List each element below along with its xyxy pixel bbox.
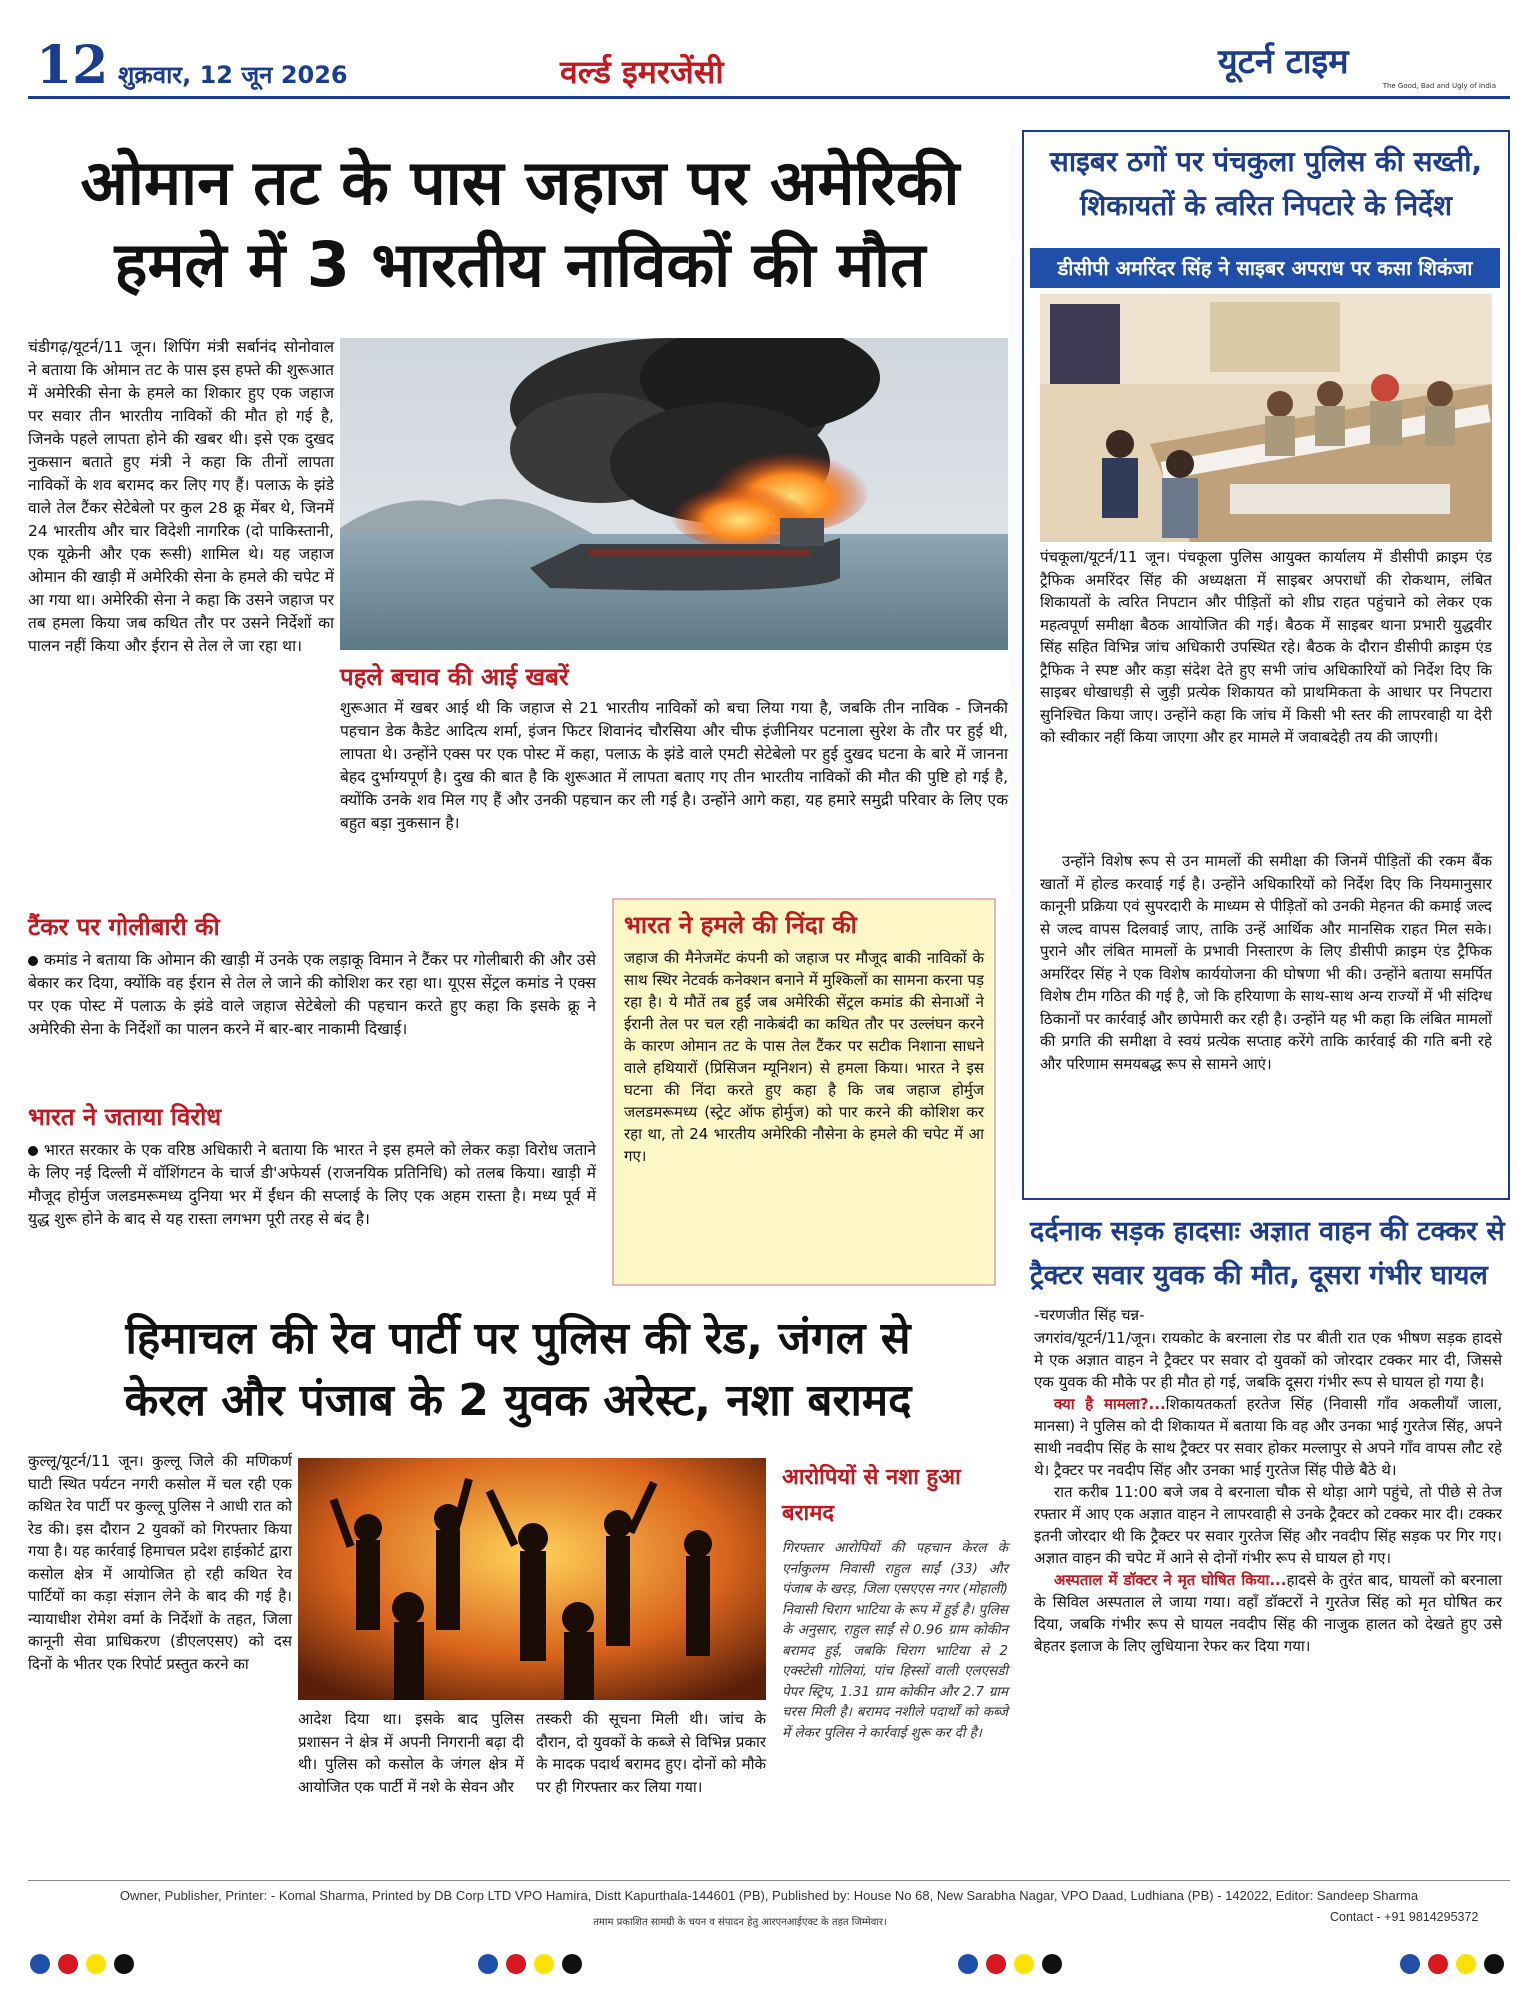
- bullet-icon: [28, 956, 38, 966]
- story1-sub3: [28, 1100, 596, 1231]
- story1-headline: [40, 142, 1000, 306]
- brand-name: यूटर्न टाइम: [1218, 42, 1349, 82]
- reg-dot-blue: [478, 1954, 498, 1974]
- story1-sub2-para: [28, 949, 596, 1041]
- story1-sub3-title: भारत ने जताया विरोध: [28, 1103, 222, 1131]
- reg-dot-yellow: [534, 1954, 554, 1974]
- story1-headline-line1: ओमान तट के पास जहाज पर अमेरिकी: [80, 146, 960, 219]
- reg-dot-blue: [1400, 1954, 1420, 1974]
- story3-para2: [1034, 1393, 1502, 1481]
- rave-party-photo: [298, 1458, 766, 1700]
- reg-dot-black: [1484, 1954, 1504, 1974]
- brand-tagline: The Good, Bad and Ugly of India: [1382, 82, 1496, 90]
- reg-dot-red: [1428, 1954, 1448, 1974]
- story3-kicker2: अस्पताल में डॉक्टर ने मृत घोषित किया...: [1054, 1571, 1287, 1589]
- police-meeting-photo: [1040, 294, 1492, 542]
- footer-imprint: Owner, Publisher, Printer: - Komal Sharma, Printed by DB Corp LTD VPO Hamira, Distt Kapurthala-144601 (PB), Published by: House No 68, New Sarabha Nagar, VPO Daad, Ludhiana (PB) - 142022, Editor: Sandeep Sharma: [119, 1888, 1419, 1903]
- story4-headline: [28, 1308, 1008, 1432]
- story2-headline-line1: साइबर ठगों पर पंचकुला पुलिस की सख्ती,: [1049, 145, 1483, 178]
- registration-marks-center: [478, 1954, 608, 1976]
- story2-strap: डीसीपी अमरिंदर सिंह ने साइबर अपराध पर कसा शिकंजा: [1030, 248, 1500, 288]
- story3-kicker1: क्या है मामला?...: [1054, 1395, 1166, 1413]
- story3-headline-line2: ट्रैक्टर सवार युवक की मौत, दूसरा गंभीर घायल: [1030, 1260, 1488, 1291]
- registration-marks-left: [30, 1954, 160, 1976]
- footer-contact: Contact - +91 9814295372: [1330, 1910, 1479, 1924]
- reg-dot-red: [986, 1954, 1006, 1974]
- condemn-box-title: भारत ने हमले की निंदा की: [624, 911, 857, 939]
- story3-para4-text: हादसे के तुरंत बाद, घायलों को बरनाला के सिविल अस्पताल ले जाया गया। वहाँ डॉक्टरों ने गुरतेज सिंह को मृत घोषित कर दिया, जबकि गंभीर रूप से घायल नवदीप सिंह की नाजुक हालत को देखते हुए उसे बेहतर इलाज के लिए लुधियाना रेफर कर दिया गया।: [1034, 1571, 1502, 1655]
- footer-rule: [28, 1880, 1510, 1881]
- page-number: 12: [36, 35, 109, 96]
- story3-body: [1034, 1304, 1502, 1657]
- header-rule: [28, 96, 1510, 99]
- reg-dot-yellow: [1014, 1954, 1034, 1974]
- registration-marks-far-right: [1400, 1954, 1530, 1976]
- story3-headline-line1: दर्दनाक सड़क हादसाः अज्ञात वाहन की टक्कर से: [1030, 1216, 1505, 1247]
- condemn-box: [612, 898, 996, 1286]
- story1-sub2-title: टैंकर पर गोलीबारी की: [28, 913, 220, 941]
- issue-date: शुक्रवार, 12 जून 2026: [118, 61, 348, 89]
- story4-headline-line2: केरल और पंजाब के 2 युवक अरेस्ट, नशा बरामद: [124, 1375, 912, 1426]
- story3-byline: -चरणजीत सिंह चन्न-: [1034, 1306, 1145, 1324]
- story4-para1: कुल्लू/यूटर्न/11 जून। कुल्लू जिले की मणिकर्ण घाटी स्थित पर्यटन नगरी कसोल में चल रही एक कथित रेव पार्टी पर कुल्लू पुलिस ने आधी रात को रेड की। इस दौरान 2 युवकों को गिरफ्तार किया गया है। यह कार्रवाई हिमाचल प्रदेश हाईकोर्ट द्वारा कसोल क्षेत्र में आयोजित हो रही कथित रेव पार्टियों का कड़ा संज्ञान लेने के बाद की गई है। न्यायाधीश रोमेश वर्मा के निर्देशों के तहत, जिला कानूनी सेवा प्राधिकरण (डीएलएसए) को दस दिनों के भीतर एक रिपोर्ट प्रस्तुत करने का: [28, 1452, 292, 1673]
- story2-headline-line2: शिकायतों के त्वरित निपटारे के निर्देश: [1079, 189, 1453, 222]
- footer-disclaimer: तमाम प्रकाशित सामग्री के चयन व संपादन हेतु आरएनआईएक्ट के तहत जिम्मेवार।: [593, 1917, 887, 1928]
- story4-side-text: गिरफ्तार आरोपियों की पहचान केरल के एर्नाकुलम निवासी राहुल साईं (33) और पंजाब के खरड़, जिला एसएएस नगर (मोहाली) निवासी चिराग भाटिया के रूप में हुई है। पुलिस के अनुसार, राहुल साईं से 0.96 ग्राम कोकीन बरामद हुई, जबकि चिराग भाटिया से 2 एक्स्टेसी गोलियां, पांच हिस्सों वाली एलएसडी पेपर स्ट्रिप, 1.31 ग्राम कोकीन और 2.7 ग्राम चरस मिली है। बरामद नशीले पदार्थों को कब्जे में लेकर पुलिस ने कार्रवाई शुरू कर दी है।: [782, 1540, 1008, 1741]
- story1-sub3-para: [28, 1139, 596, 1231]
- story1-headline-line2: हमले में 3 भारतीय नाविकों की मौत: [114, 228, 926, 301]
- story1-sub3-text: भारत सरकार के एक वरिष्ठ अधिकारी ने बताया कि भारत ने इस हमले को लेकर कड़ा विरोध जताने के लिए नई दिल्ली में वॉशिंगटन के चार्ज डी'अफेयर्स (राजनयिक प्रतिनिधि) को तलब किया। खाड़ी में मौजूद होर्मुज जलडमरूमध्य दुनिया भर में ईंधन की सप्लाई के लिए एक अहम रास्ता है। मध्य पूर्व में युद्ध शुरू होने के बाद से यह रास्ता लगभग पूरी तरह से बंद है।: [28, 1141, 596, 1228]
- brand-logo: [1218, 42, 1510, 96]
- story4-side-title: [782, 1460, 1008, 1532]
- story3-para2-text: शिकायतकर्ता हरतेज सिंह (निवासी गाँव अकलीयाँ जाला, मानसा) ने पुलिस को दी शिकायत में बताया कि वह और उनका भाई गुरतेज सिंह, अपने साथी नवदीप सिंह के साथ ट्रैक्टर पर सवार होकर मल्लापुर से अपने गाँव वापस लौट रहे थे। ट्रैक्टर पर नवदीप सिंह और उनका भाई गुरतेज सिंह पीछे बैठे थे।: [1034, 1395, 1503, 1479]
- reg-dot-yellow: [1456, 1954, 1476, 1974]
- story3-para3: रात करीब 11:00 बजे जब वे बरनाला चौक से थोड़ा आगे पहुंचे, तो पीछे से तेज रफ्तार में आए एक अज्ञात वाहन ने लापरवाही से उनके ट्रैक्टर को टक्कर मार दी। टक्कर इतनी जोरदार थी कि ट्रैक्टर पर सवार गुरतेज सिंह और नवदीप सिंह सड़क पर गिर गए। अज्ञात वाहन की चपेट में आने से दोनों गंभीर रूप से घायल हो गए।: [1034, 1483, 1502, 1567]
- story4-para2: आदेश दिया था। इसके बाद पुलिस प्रशासन ने क्षेत्र में अपनी निगरानी बढ़ा दी थी। पुलिस को कसोल के जंगल क्षेत्र में आयोजित एक पार्टी में नशे के सेवन और: [298, 1710, 524, 1796]
- story1-intro: चंडीगढ़/यूटर्न/11 जून। शिपिंग मंत्री सर्बानंद सोनोवाल ने बताया कि ओमान तट के पास इस हफ्ते की शुरूआत में अमेरिकी सेना के हमले का शिकार हुए एक जहाज पर सवार तीन भारतीय नाविकों की मौत हो गई है, जिनके पहले लापता होने की खबर थी। इसे एक दुखद नुकसान बताते हुए मंत्री ने कहा कि तीनों लापता नाविकों के शव बरामद कर लिए गए हैं। पलाऊ के झंडे वाले तेल टैंकर सेटेबेलो पर कुल 28 क्रू मेंबर थे, जिनमें 24 भारतीय और चार विदेशी नागरिक (दो पाकिस्तानी, एक यूक्रेनी और एक रूसी) शामिल थे। यह जहाज ओमान की खाड़ी में अमेरिकी सेना के हमले की चपेट में आ गया था। अमेरिकी सेना ने कहा कि उसने जहाज पर तब हमला किया जब कथित तौर पर उसने निर्देशों का पालन नहीं किया और ईरान से तेल ले जा रहा था।: [28, 338, 334, 655]
- reg-dot-blue: [30, 1954, 50, 1974]
- reg-dot-yellow: [86, 1954, 106, 1974]
- bullet-icon: [28, 1146, 38, 1156]
- reg-dot-black: [562, 1954, 582, 1974]
- story1-sub2: [28, 910, 596, 1041]
- rave-party-illustration: [298, 1458, 766, 1700]
- section-title: वर्ल्ड इमरजेंसी: [560, 53, 724, 91]
- story4-side-title-line2: बरामद: [782, 1501, 835, 1526]
- burning-ship-photo: [340, 338, 1008, 650]
- story1-sub1-title: पहले बचाव की आई खबरें: [340, 663, 569, 691]
- story3-para4: [1034, 1569, 1502, 1657]
- story1-sub2-text: कमांड ने बताया कि ओमान की खाड़ी में उनके एक लड़ाकू विमान ने टैंकर पर गोलीबारी की और उसे बेकार कर दिया, क्योंकि वह ईरान से तेल ले जाने की कोशिश कर रहा था। यूएस सेंट्रल कमांड ने एक्स पर एक पोस्ट में पलाऊ के झंडे वाले जहाज सेटेबेलो की पहचान करते हुए कहा कि इसके क्रू ने अमेरिकी सेना के निर्देशों का पालन करने में बार-बार नाकामी दिखाई।: [28, 951, 596, 1038]
- burning-ship-illustration: [340, 338, 1008, 650]
- story3-para1: जगरांव/यूटर्न/11/जून। रायकोट के बरनाला रोड पर बीती रात एक भीषण सड़क हादसे मे एक अज्ञात वाहन ने ट्रैक्टर पर सवार दो युवकों को जोरदार टक्कर मार दी, जिससे एक युवक की मौके पर ही मौत हो गई, जबकि दूसरा गंभीर रूप से घायल हो गया है।: [1034, 1329, 1502, 1391]
- story3-headline: [1030, 1210, 1510, 1298]
- police-meeting-illustration: [1040, 294, 1492, 542]
- story4-para3: तस्करी की सूचना मिली थी। जांच के दौरान, दो युवकों के कब्जे से विभिन्न प्रकार के मादक पदार्थ बरामद हुए। दोनों को मौके पर ही गिरफ्तार कर लिया गया।: [536, 1710, 766, 1796]
- reg-dot-blue: [958, 1954, 978, 1974]
- story4-sidebar: [782, 1460, 1008, 1743]
- story1-sub1: [340, 660, 1008, 835]
- reg-dot-black: [114, 1954, 134, 1974]
- story2-para2: उन्होंने विशेष रूप से उन मामलों की समीक्षा की जिनमें पीड़ितों की रकम बैंक खातों में होल्ड करवाई गई है। उन्होंने अधिकारियों को निर्देश दिए कि नियमानुसार कानूनी प्रक्रिया एवं सुपरदारी के माध्यम से पीड़ितों को उनकी मेहनत की कमाई जल्द से जल्द वापस दिलवाई जाए, ताकि उन्हें आर्थिक और मानसिक राहत मिल सके। पुराने और लंबित मामलों के प्रभावी निस्तारण के लिए डीसीपी क्राइम एंड ट्रैफिक अमरिंदर सिंह ने एक विशेष कार्ययोजना की घोषणा भी की। उन्होंने बताया समर्पित विशेष टीम गठित की गई है, जो कि हरियाणा के साथ-साथ अन्य राज्यों में भी संदिग्ध ठिकानों पर कार्रवाई और छापेमारी कर रही है। उन्होंने यह भी कहा कि लंबित मामलों की प्रगति की समीक्षा वे स्वयं प्रत्येक सप्ताह करेंगे ताकि कार्रवाई की गति बनी रहे और परिणाम समयबद्ध रूप से सामने आएं।: [1040, 852, 1492, 1073]
- story4-headline-line1: हिमाचल की रेव पार्टी पर पुलिस की रेड, जंगल से: [125, 1313, 911, 1364]
- reg-dot-black: [1042, 1954, 1062, 1974]
- story2-headline: [1028, 140, 1504, 228]
- condemn-box-text: जहाज की मैनेजमेंट कंपनी को जहाज पर मौजूद बाकी नाविकों के साथ स्थिर नेटवर्क कनेक्शन बनाने में मुश्किलों का सामना करना पड़ रहा है। ये मौतें तब हुईं जब अमेरिकी सेंट्रल कमांड की सेनाओं ने ईरानी तेल पर चल रही नाकेबंदी का कथित तौर पर उल्लंघन करने के कारण ओमान तट के पास तेल टैंकर पर सटीक निशाना साधने वाले हथियारों (प्रिसिजन म्यूनिशन) से हमला किया। भारत ने इस घटना की निंदा करते हुए कहा है कि जब जहाज होर्मुज जलडमरूमध्य (स्ट्रेट ऑफ होर्मुज) को पार करने की कोशिश कर रहा था, तो 24 भारतीय अमेरिकी नौसेना के हमले की चपेट में आ गए।: [624, 949, 984, 1165]
- reg-dot-red: [58, 1954, 78, 1974]
- story2-para1: पंचकूला/यूटर्न/11 जून। पंचकूला पुलिस आयुक्त कार्यालय में डीसीपी क्राइम एंड ट्रैफिक अमरिंदर सिंह की अध्यक्षता में साइबर अपराधों की रोकथाम, लंबित शिकायतों के त्वरित निपटान और पीड़ितों को शीघ्र राहत पहुंचाने को लेकर एक महत्वपूर्ण समीक्षा बैठक आयोजित की गई। बैठक में साइबर थाना प्रभारी युद्धवीर सिंह सहित विभिन्न जांच अधिकारी उपस्थित रहे। बैठक के दौरान डीसीपी क्राइम एंड ट्रैफिक ने स्पष्ट और कड़ा संदेश देते हुए सभी जांच अधिकारियों को निर्देश दिए कि साइबर धोखाधड़ी से जुड़ी प्रत्येक शिकायत को प्राथमिकता के आधार पर निपटारा सुनिश्चित किया जाए। उन्होंने कहा कि जांच में किसी भी स्तर की लापरवाही या देरी को स्वीकार नहीं किया जाएगा और हर मामले में जवाबदेही तय की जाएगी।: [1040, 548, 1492, 746]
- registration-marks-right: [958, 1954, 1088, 1976]
- story1-sub1-text: शुरूआत में खबर आई थी कि जहाज से 21 भारतीय नाविकों को बचा लिया गया है, जबकि तीन नाविक - जिनकी पहचान डेक कैडेट आदित्य शर्मा, इंजन फिटर शिवानंद चौरसिया और चीफ इंजीनियर पटनाला सुरेश के तौर पर हुई थी, लापता थे। उन्होंने एक्स पर एक पोस्ट में कहा, पलाऊ के झंडे वाले एमटी सेटेबेलो पर हुई दुखद घटना के बारे में जानना बेहद दुर्भाग्यपूर्ण है। दुख की बात है कि शुरूआत में लापता बताए गए तीन भारतीय नाविकों की मौत की पुष्टि हो गई है, क्योंकि उनके शव मिल गए हैं और उनकी पहचान कर ली गई है। उन्होंने आगे कहा, यह हमारे समुद्री परिवार के लिए एक बहुत बड़ा नुकसान है।: [340, 699, 1008, 832]
- story4-side-title-line1: आरोपियों से नशा हुआ: [782, 1465, 961, 1490]
- reg-dot-red: [506, 1954, 526, 1974]
